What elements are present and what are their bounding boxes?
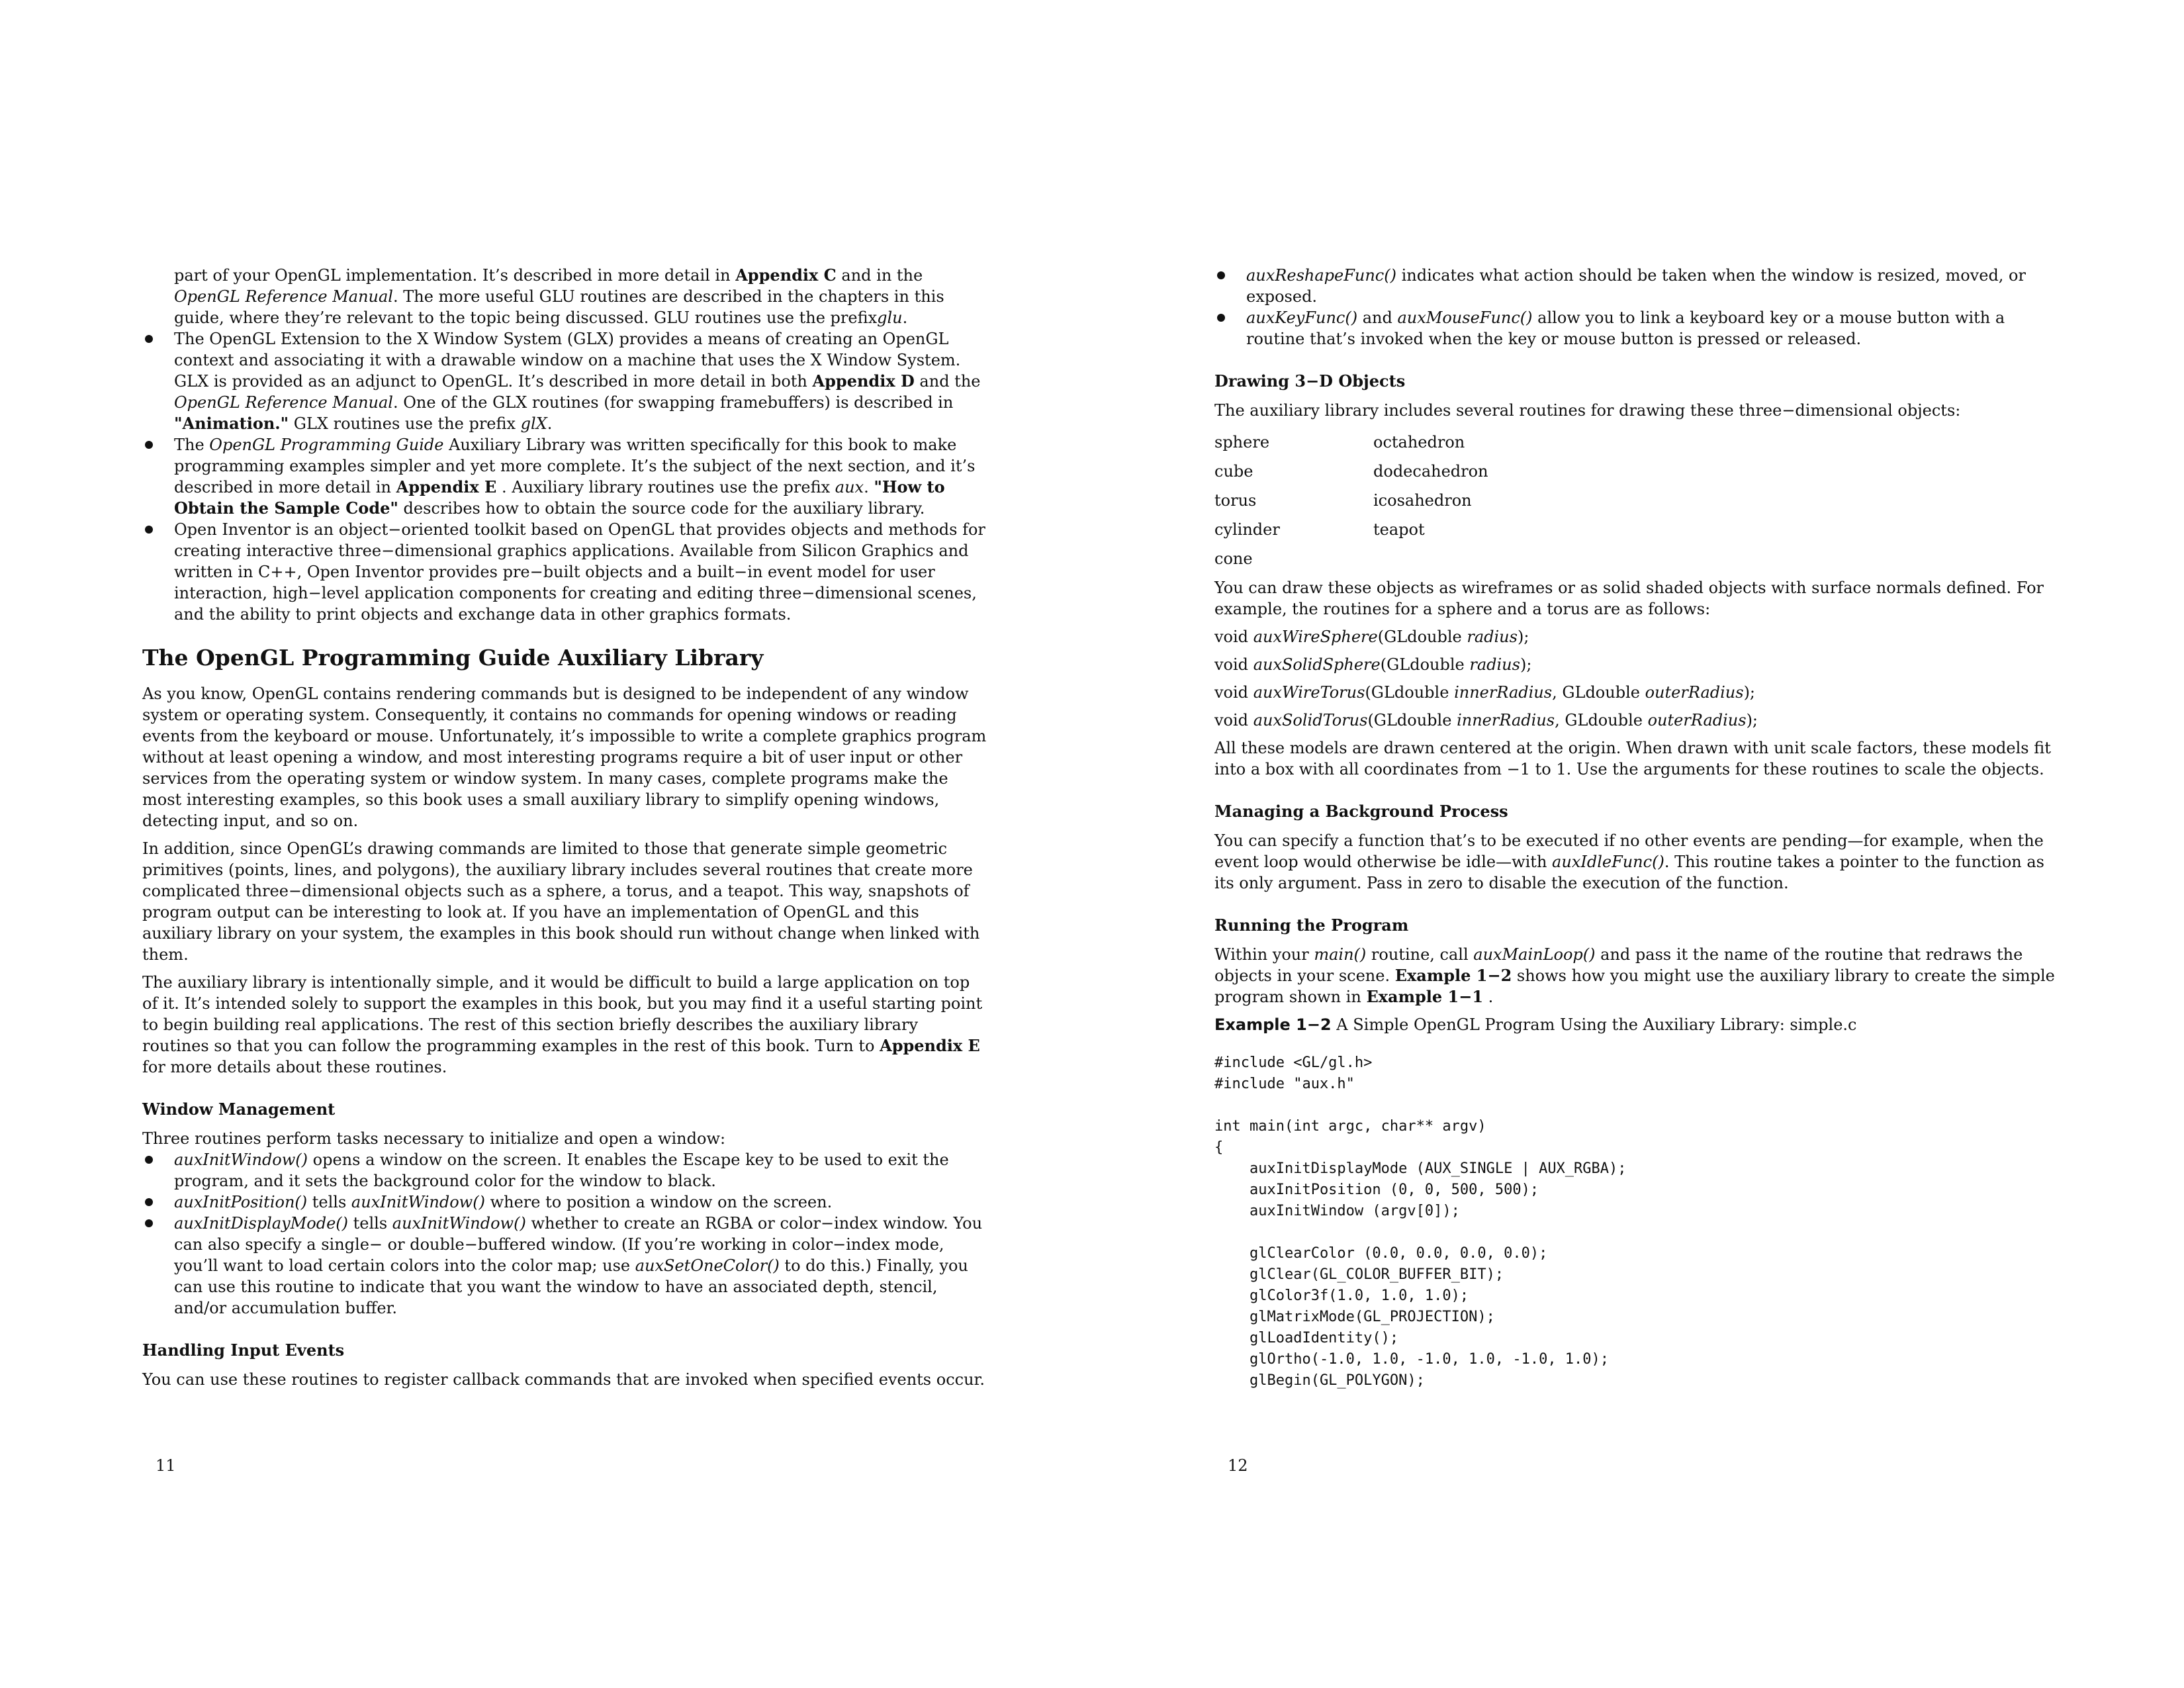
- table-row: sphere octahedron: [1214, 433, 1465, 451]
- background-heading: Managing a Background Process: [1214, 802, 1508, 821]
- page-number-right: 12: [1228, 1456, 1248, 1475]
- background-text: You can specify a function that’s to be executed if no other events are pending—for example, when the event loop would otherwise be idle—with auxIdleFunc(). This routine takes a pointer to the function as its only argument. Pass in zero to disable the execution of the function.: [1214, 831, 2044, 892]
- section-title: The OpenGL Programming Guide Auxiliary Library: [142, 645, 764, 671]
- right-page: [1214, 265, 2062, 1391]
- list-item-glx: The OpenGL Extension to the X Window System (GLX) provides a means of creating an OpenGL context and associating it with a drawable window on a machine that uses the X Window System. GLX is provided as an adjunct to OpenGL. It’s described in more detail in both Appendix D and the OpenGL Reference Manual. One of the GLX routines (for swapping framebuffers) is described in "Animation." GLX routines use the prefix glX.: [142, 328, 989, 434]
- list-item-reshape: auxReshapeFunc() indicates what action should be taken when the window is resized, moved, or exposed.: [1214, 265, 2062, 307]
- signature-wire-sphere: void auxWireSphere(GLdouble radius);: [1214, 628, 1529, 646]
- drawing-heading: Drawing 3−D Objects: [1214, 371, 1406, 391]
- list-item-init-display-mode: auxInitDisplayMode() tells auxInitWindow() whether to create an RGBA or color−index window. You can also specify a single− or double−buffered window. (If you’re working in color−index mode, you’ll want to load certain colors into the color map; use auxSetOneColor() to do this.) Finally, you can use this routine to indicate that you want the window to have an associated depth, stencil, and/or accumulation buffer.: [142, 1213, 989, 1319]
- signature-solid-torus: void auxSolidTorus(GLdouble innerRadius, GLdouble outerRadius);: [1214, 711, 1758, 729]
- drawing-intro: The auxiliary library includes several routines for drawing these three−dimensional objects:: [1214, 401, 1961, 420]
- objects-table: [1214, 428, 2062, 573]
- paragraph-geometry: In addition, since OpenGL’s drawing commands are limited to those that generate simple geometric primitives (points, lines, and polygons), the auxiliary library includes several routines that create more complicated three−dimensional objects such as a sphere, a torus, and a teapot. This way, snapshots of program output can be interesting to look at. If you have an implementation of OpenGL and this auxiliary library on your system, the examples in this book should run without change when linked with them.: [142, 839, 980, 964]
- paragraph-purpose: The auxiliary library is intentionally simple, and it would be difficult to build a large application on top of it. It’s intended solely to support the examples in this book, but you may find it a useful starting point to begin building real applications. The rest of this section briefly describes the auxiliary library routines so that you can follow the programming examples in the rest of this book. Turn to Appendix E for more details about these routines.: [142, 973, 983, 1076]
- animation-ref[interactable]: "Animation.": [174, 414, 289, 433]
- appendix-d-ref[interactable]: Appendix D: [812, 371, 915, 391]
- table-row: cone: [1214, 549, 1253, 568]
- table-row: cube dodecahedron: [1214, 462, 1488, 481]
- example-label: Example 1−2: [1214, 1015, 1332, 1034]
- callback-list: [1214, 265, 2062, 350]
- input-events-heading: Handling Input Events: [142, 1340, 345, 1360]
- appendix-c-ref[interactable]: Appendix C: [735, 265, 837, 285]
- example-title: A Simple OpenGL Program Using the Auxiliary Library: simple.c: [1331, 1015, 1857, 1034]
- sample-code-ref[interactable]: "How to Obtain the Sample Code": [174, 477, 945, 518]
- list-item-inventor: Open Inventor is an object−oriented toolkit based on OpenGL that provides objects and methods for creating interactive three−dimensional graphics applications. Available from Silicon Graphics and written in C++, Open Inventor provides pre−built objects and a built−in event model for user interaction, high−level application components for creating and editing three−dimensional scenes, and the ability to print objects and exchange data in other graphics formats.: [142, 519, 989, 625]
- example-caption: [1214, 1014, 2062, 1035]
- library-list: [142, 328, 989, 625]
- example-1-2-ref[interactable]: Example 1−2: [1394, 966, 1512, 985]
- list-item-init-position: auxInitPosition() tells auxInitWindow() where to position a window on the screen.: [142, 1192, 989, 1213]
- input-events-text: You can use these routines to register callback commands that are invoked when specified events occur.: [142, 1370, 985, 1389]
- table-row: cylinder teapot: [1214, 520, 1425, 539]
- example-1-1-ref[interactable]: Example 1−1: [1366, 987, 1484, 1006]
- drawing-paragraph: You can draw these objects as wireframes or as solid shaded objects with surface normals defined. For example, the routines for a sphere and a torus are as follows:: [1214, 579, 2044, 618]
- window-management-heading: Window Management: [142, 1100, 336, 1119]
- signature-solid-sphere: void auxSolidSphere(GLdouble radius);: [1214, 655, 1532, 674]
- page-number-left: 11: [156, 1456, 176, 1475]
- list-item-key-mouse: auxKeyFunc() and auxMouseFunc() allow you to link a keyboard key or a mouse button with a routine that’s invoked when the key or mouse button is pressed or released.: [1214, 307, 2062, 350]
- window-management-intro: Three routines perform tasks necessary to initialize and open a window:: [142, 1129, 726, 1148]
- window-routines-list: [142, 1149, 989, 1319]
- glu-paragraph-continuation: part of your OpenGL implementation. It’s described in more detail in Appendix C and in the OpenGL Reference Manual. The more useful GLU routines are described in the chapters in this guide, where they’re relevant to the topic being discussed. GLU routines use the prefixglu.: [174, 265, 944, 327]
- appendix-e-ref[interactable]: Appendix E: [396, 477, 497, 496]
- list-item-aux: The OpenGL Programming Guide Auxiliary Library was written specifically for this book to make programming examples simpler and yet more complete. It’s the subject of the next section, and it’s described in more detail in Appendix E . Auxiliary library routines use the prefix aux. "How to Obtain the Sample Code" describes how to obtain the source code for the auxiliary library.: [142, 434, 989, 519]
- signature-wire-torus: void auxWireTorus(GLdouble innerRadius, GLdouble outerRadius);: [1214, 683, 1756, 702]
- paragraph-intro: As you know, OpenGL contains rendering commands but is designed to be independent of any window system or operating system. Consequently, it contains no commands for opening windows or reading events from the keyboard or mouse. Unfortunately, it’s impossible to write a complete graphics program without at least opening a window, and most interesting programs require a bit of user input or other services from the operating system or window system. In many cases, complete programs make the most interesting examples, so this book uses a small auxiliary library to simplify opening windows, detecting input, and so on.: [142, 684, 987, 830]
- appendix-e-ref-2[interactable]: Appendix E: [880, 1036, 980, 1055]
- drawing-closing: All these models are drawn centered at the origin. When drawn with unit scale factors, these models fit into a box with all coordinates from −1 to 1. Use the arguments for these routines to scale the objects.: [1214, 739, 2051, 778]
- running-text: Within your main() routine, call auxMainLoop() and pass it the name of the routine that redraws the objects in your scene. Example 1−2 shows how you might use the auxiliary library to create the simple program shown in Example 1−1 .: [1214, 945, 2055, 1006]
- running-heading: Running the Program: [1214, 915, 1409, 935]
- list-item-init-window: auxInitWindow() opens a window on the screen. It enables the Escape key to be used to exit the program, and it sets the background color for the window to black.: [142, 1149, 989, 1192]
- code-listing: #include <GL/gl.h> #include "aux.h" int main(int argc, char** argv) { auxInitDisplayMode (AUX_SINGLE | AUX_RGBA); auxInitPosition (0, 0, 500, 500); auxInitWindow (argv[0]); glClearColor (0.0, 0.0, 0.0, 0.0); glClear(GL_COLOR_BUFFER_BIT); glColor3f(1.0, 1.0, 1.0); glMatrixMode(GL_PROJECTION); glLoadIdentity(); glOrtho(-1.0, 1.0, -1.0, 1.0, -1.0, 1.0); glBegin(GL_POLYGON);: [1214, 1055, 1627, 1389]
- table-row: torus icosahedron: [1214, 491, 1472, 510]
- left-page: [142, 265, 989, 1397]
